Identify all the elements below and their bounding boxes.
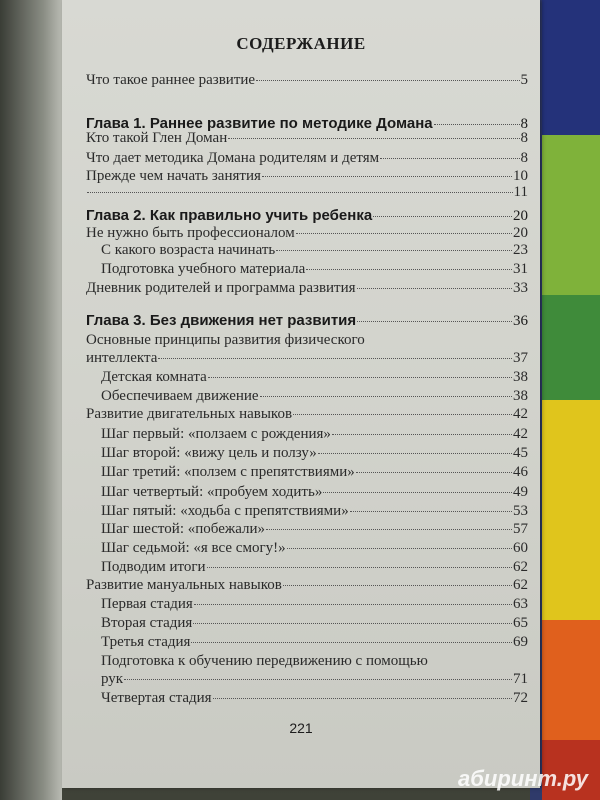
toc-leader-dots — [357, 321, 512, 322]
toc-page-number: 23 — [513, 242, 528, 258]
toc-page-number: 10 — [513, 168, 528, 184]
toc-entry-label: Что дает методика Домана родителям и детям — [86, 150, 380, 166]
toc-entry-label-line1: Подготовка к обучению передвижению с помощью — [101, 653, 428, 669]
toc-entry — [101, 369, 528, 386]
cover-stripe-orange — [542, 620, 600, 740]
toc-page-number: 20 — [513, 225, 528, 241]
toc-entry — [101, 596, 528, 613]
toc-leader-dots — [296, 233, 512, 234]
toc-entry-label: Детская комната — [101, 369, 207, 385]
toc-page-number: 38 — [513, 369, 528, 385]
toc-entry-label: Подготовка учебного материала — [101, 261, 306, 277]
toc-entry — [86, 225, 528, 242]
toc-entry-label: Глава 3. Без движения нет развития — [86, 312, 357, 329]
watermark: абиринт.ру — [458, 766, 588, 791]
toc-leader-dots — [124, 679, 512, 680]
cover-stripe-yellow — [542, 400, 600, 620]
toc-entry-label: Кто такой Глен Доман — [86, 130, 228, 146]
left-page-edge — [0, 0, 62, 800]
toc-page-number: 5 — [520, 72, 528, 88]
toc-chapter-entry — [86, 207, 528, 225]
toc-entry-label: Вторая стадия — [101, 615, 193, 631]
cover-stripe-blue — [542, 0, 600, 135]
toc-leader-dots — [262, 176, 512, 177]
toc-leader-dots — [287, 548, 512, 549]
toc-page-number: 46 — [513, 464, 528, 480]
toc-entry — [101, 388, 528, 405]
cover-stripe-green — [542, 135, 600, 295]
toc-entry — [101, 426, 528, 443]
toc-entry — [101, 484, 528, 501]
toc-page-number: 62 — [513, 559, 528, 575]
toc-page-number: 11 — [513, 184, 528, 200]
toc-page-number: 71 — [513, 671, 528, 687]
toc-leader-dots — [356, 472, 512, 473]
toc-page-number: 8 — [520, 116, 528, 132]
toc-entry-label: Обеспечиваем движение — [101, 388, 259, 404]
book-page — [62, 0, 540, 788]
toc-page-number: 31 — [513, 261, 528, 277]
toc-leader-dots — [276, 250, 512, 251]
page-number: 221 — [289, 720, 313, 736]
toc-entry-label: Развитие мануальных навыков — [86, 577, 282, 593]
toc-entry — [101, 521, 528, 538]
toc-page-number: 72 — [513, 690, 528, 706]
toc-entry-label: Глава 2. Как правильно учить ребенка — [86, 207, 373, 224]
toc-leader-dots — [194, 604, 512, 605]
toc-entry — [101, 559, 528, 576]
toc-leader-dots — [350, 511, 512, 512]
toc-entry-label: Шаг второй: «вижу цель и ползу» — [101, 445, 317, 461]
toc-entry — [101, 261, 528, 278]
toc-leader-dots — [213, 698, 512, 699]
toc-page-number: 63 — [513, 596, 528, 612]
toc-entry — [101, 242, 528, 259]
toc-entry — [86, 130, 528, 147]
toc-leader-dots — [260, 396, 512, 397]
toc-entry-label: Прежде чем начать занятия — [86, 168, 261, 184]
toc-entry — [101, 445, 528, 462]
toc-entry-label: Не нужно быть профессионалом — [86, 225, 295, 241]
toc-entry-label: Глава 1. Раннее развитие по методике Домана — [86, 115, 433, 132]
toc-entry-label: Шаг первый: «ползаем с рождения» — [101, 426, 331, 442]
toc-leader-dots — [306, 269, 512, 270]
toc-leader-dots — [87, 192, 513, 193]
toc-entry — [101, 464, 528, 481]
toc-entry — [86, 72, 528, 89]
toc-leader-dots — [357, 288, 512, 289]
toc-entry-label: Первая стадия — [101, 596, 193, 612]
toc-page-number: 65 — [513, 615, 528, 631]
toc-entry — [86, 150, 528, 167]
toc-entry-label: Шаг третий: «ползем с препятствиями» — [101, 464, 355, 480]
toc-entry — [101, 615, 528, 632]
toc-entry-label: Четвертая стадия — [101, 690, 212, 706]
toc-leader-dots — [228, 138, 519, 139]
toc-leader-dots — [191, 642, 512, 643]
toc-page-number: 69 — [513, 634, 528, 650]
toc-entry — [86, 168, 528, 185]
toc-leader-dots — [318, 453, 512, 454]
toc-entry-label: рук — [101, 671, 124, 687]
toc-leader-dots — [373, 216, 512, 217]
toc-leader-dots — [323, 492, 512, 493]
toc-leader-dots — [158, 358, 512, 359]
toc-page-number: 36 — [513, 313, 528, 329]
toc-page-number: 8 — [520, 150, 528, 166]
toc-entry — [101, 634, 528, 651]
toc-entry-label-line1: Основные принципы развития физического — [86, 332, 365, 348]
toc-entry-label: интеллекта — [86, 350, 158, 366]
toc-page-number: 42 — [513, 426, 528, 442]
toc-page-number: 45 — [513, 445, 528, 461]
toc-entry-label: Что такое раннее развитие — [86, 72, 256, 88]
toc-entry — [86, 350, 528, 367]
toc-entry-label: Третья стадия — [101, 634, 191, 650]
toc-page-number: 42 — [513, 406, 528, 422]
toc-entry — [101, 540, 528, 557]
toc-page-number: 33 — [513, 280, 528, 296]
toc-title: СОДЕРЖАНИЕ — [236, 34, 366, 53]
toc-leader-dots — [283, 585, 512, 586]
toc-leader-dots — [193, 623, 512, 624]
toc-entry — [86, 184, 528, 201]
toc-page-number: 8 — [520, 130, 528, 146]
toc-page-number: 53 — [513, 503, 528, 519]
toc-leader-dots — [256, 80, 519, 81]
toc-entry — [101, 671, 528, 688]
toc-page-number: 38 — [513, 388, 528, 404]
toc-entry-label: Подводим итоги — [101, 559, 206, 575]
toc-entry-label: Шаг пятый: «ходьба с препятствиями» — [101, 503, 349, 519]
toc-entry — [86, 577, 528, 594]
toc-chapter-entry — [86, 312, 528, 330]
toc-entry-label: Шаг четвертый: «пробуем ходить» — [101, 484, 323, 500]
toc-entry-label: С какого возраста начинать — [101, 242, 276, 258]
toc-page-number: 60 — [513, 540, 528, 556]
toc-leader-dots — [434, 124, 520, 125]
toc-page-number: 20 — [513, 208, 528, 224]
toc-leader-dots — [380, 158, 519, 159]
toc-entry — [101, 503, 528, 520]
toc-leader-dots — [332, 434, 512, 435]
toc-leader-dots — [208, 377, 512, 378]
toc-page-number: 37 — [513, 350, 528, 366]
toc-entry — [101, 690, 528, 707]
toc-leader-dots — [266, 529, 512, 530]
toc-entry-label: Шаг шестой: «побежали» — [101, 521, 266, 537]
toc-entry — [86, 406, 528, 423]
toc-page-number: 57 — [513, 521, 528, 537]
toc-page-number: 62 — [513, 577, 528, 593]
toc-entry-label: Развитие двигательных навыков — [86, 406, 293, 422]
toc-entry — [86, 280, 528, 297]
toc-page-number: 49 — [513, 484, 528, 500]
cover-stripe-olive — [542, 295, 600, 400]
toc-entry-label: Дневник родителей и программа развития — [86, 280, 356, 296]
toc-entry-label: Шаг седьмой: «я все смогу!» — [101, 540, 286, 556]
toc-leader-dots — [207, 567, 512, 568]
toc-leader-dots — [293, 414, 512, 415]
